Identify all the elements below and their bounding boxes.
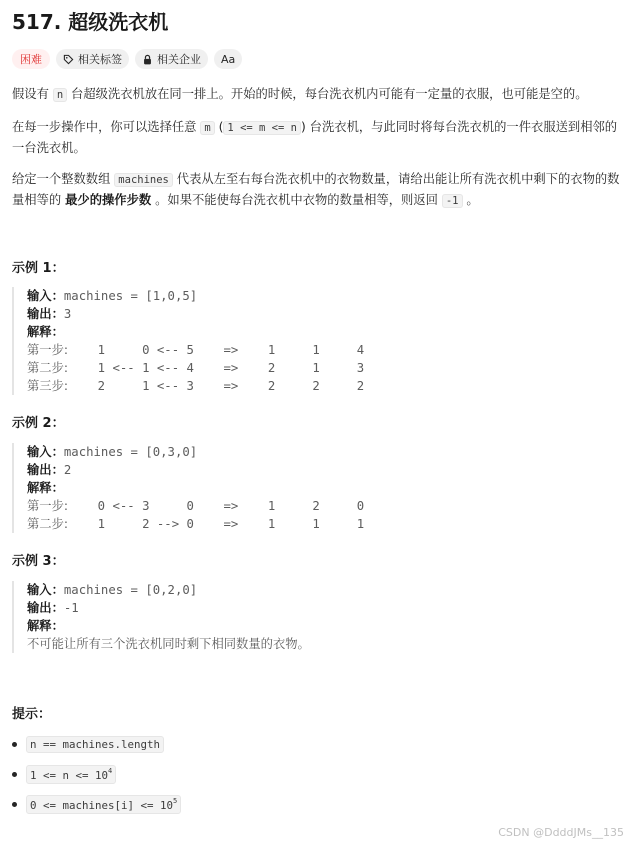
related-tags-button[interactable] <box>56 49 129 69</box>
difficulty-badge: 困难 <box>12 49 50 69</box>
related-tags-label: 相关标签 <box>78 53 122 66</box>
desc-paragraph-1: 假设有 n 台超级洗衣机放在同一排上。开始的时候，每台洗衣机内可能有一定量的衣服，也可能是空的。 <box>12 87 588 101</box>
watermark: CSDN @DdddJMs__135 <box>498 826 624 839</box>
inline-code: m <box>200 121 214 135</box>
bullet-icon <box>12 742 17 747</box>
tag-bar <box>12 49 242 69</box>
constraint-code: 0 <= machines[i] <= $10^5$ <box>26 795 181 814</box>
list-item <box>12 765 116 784</box>
inline-code: machines <box>114 173 173 187</box>
bullet-icon <box>12 772 17 777</box>
example-2-block: 输入：machines = [0,3,0] 输出：2 解释： 第一步: 0 <-- 3 0 => 1 2 0 第二步: 1 2 --> 0 => 1 1 1 <box>12 443 364 533</box>
constraint-code: n == machines.length <box>26 736 164 753</box>
example-3-block: 输入：machines = [0,2,0] 输出：-1 解释： 不可能让所有三个洗衣机同时剩下相同数量的衣物。 <box>12 581 310 653</box>
example-1-heading: 示例 1： <box>12 261 65 276</box>
constraint-code: $1 <= n <= 10^4$ <box>26 765 116 784</box>
related-companies-label: 相关企业 <box>157 53 201 66</box>
bullet-icon <box>12 802 17 807</box>
desc-paragraph-3: 给定一个整数数组 machines 代表从左至右每台洗衣机中的衣物数量，请给出能让所有洗衣机中剩下的衣物的数量相等的 最少的操作步数 。如果不能使每台洗衣机中衣物的数量相等，则返回 -1 。 <box>12 172 620 207</box>
example-2-heading: 示例 2： <box>12 416 65 431</box>
problem-title: 517. 超级洗衣机 <box>12 10 169 34</box>
example-3-heading: 示例 3： <box>12 554 65 569</box>
font-toggle-button[interactable]: Aa <box>214 49 242 69</box>
example-1-block: 输入：machines = [1,0,5] 输出：3 解释： 第一步: 1 0 <-- 5 => 1 1 4 第二步: 1 <-- 1 <-- 4 => 2 1 3 第三步: 2 1 <-- 3 => 2 2 2 <box>12 287 364 395</box>
list-item <box>12 736 164 753</box>
inline-code: n <box>53 88 67 102</box>
hints-heading: 提示： <box>12 707 52 722</box>
desc-paragraph-2: 在每一步操作中，你可以选择任意 m ( 1 <= m <= n ) 台洗衣机，与此同时将每台洗衣机的一件衣服送到相邻的一台洗衣机。 <box>12 120 618 155</box>
tag-icon <box>63 54 74 65</box>
list-item <box>12 795 181 814</box>
inline-code: -1 <box>442 194 463 208</box>
related-companies-button[interactable] <box>135 49 208 69</box>
lock-icon <box>142 54 153 65</box>
inline-code: 1 <= m <= n <box>223 121 301 135</box>
